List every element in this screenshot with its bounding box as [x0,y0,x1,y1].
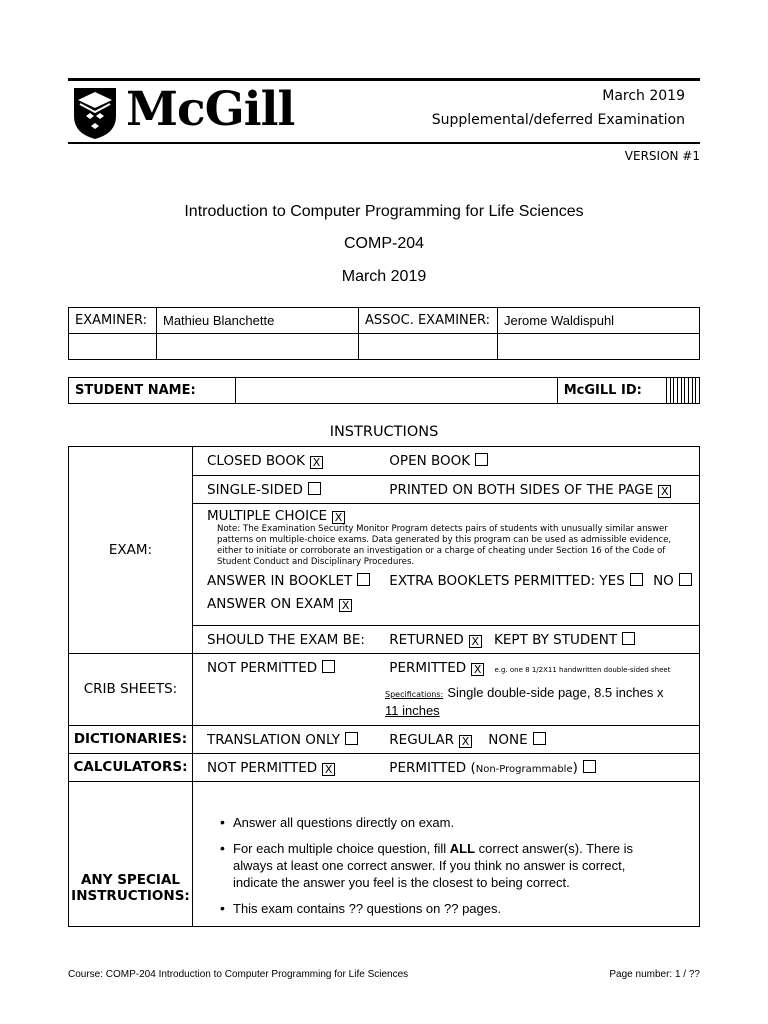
open-book-label: OPEN BOOK [389,453,471,469]
crib-not-permitted-label: NOT PERMITTED [207,659,318,676]
non-programmable-label: Non-Programmable [475,763,573,775]
kept-label: KEPT BY STUDENT [494,631,618,648]
none-checkbox[interactable] [533,732,546,745]
student-table [68,377,700,404]
printed-both-label: PRINTED ON BOTH SIDES OF THE PAGE [389,482,654,498]
header-top-rule [68,78,700,81]
title-date: March 2019 [341,268,427,285]
course-code: COMP-204 [343,235,425,252]
course-name: Introduction to Computer Programming for Life Sciences [184,203,584,220]
spec-label: Specifications: [385,689,444,699]
extra-booklets-label: EXTRA BOOKLETS PERMITTED: YES [389,573,625,589]
examiner-label: EXAMINER: [69,308,157,334]
answer-exam-checkbox[interactable]: X [339,599,352,612]
closed-book-label: CLOSED BOOK [207,453,306,469]
header-bottom-rule [68,142,700,144]
instructions-table [68,446,700,927]
student-name-label: STUDENT NAME: [69,378,236,404]
answer-exam-label: ANSWER ON EXAM [207,596,335,612]
mcgill-logo-text: McGill [126,82,295,137]
assoc-examiner-label: ASSOC. EXAMINER: [359,308,498,334]
calc-not-permitted-label: NOT PERMITTED [207,759,318,776]
crib-sheets-label: CRIB SHEETS: [69,653,193,725]
extra-no-label: NO [653,573,674,589]
examiner-value: Mathieu Blanchette [157,308,359,334]
open-book-checkbox[interactable] [475,453,488,466]
should-be-label: SHOULD THE EXAM BE: [207,631,365,648]
instructions-heading: INSTRUCTIONS [329,424,439,440]
id-digit-box[interactable] [696,378,700,404]
examiner-blank[interactable] [69,334,157,360]
special-label-line-1: ANY SPECIAL [80,871,181,888]
special-item: • For each multiple choice question, fill ALL correct answer(s). There is always at least one correct answer. If you think no answer is correct, indicate the answer you feel is the closest to being correct. [217,840,669,891]
answer-booklet-checkbox[interactable] [357,573,370,586]
exam-type: Supplemental/deferred Examination [431,112,685,128]
none-label: NONE [488,731,528,748]
mcgill-id-label: McGILL ID: [557,378,666,404]
footer-course: Course: COMP-204 Introduction to Computer Programming for Life Sciences [68,969,409,980]
translation-only-checkbox[interactable] [345,732,358,745]
answer-booklet-label: ANSWER IN BOOKLET [207,573,353,589]
crib-example: e.g. one 8 1/2X11 handwritten double-sided sheet [494,665,671,674]
special-item: • Answer all questions directly on exam. [217,814,669,831]
spec-value: Single double-side page, 8.5 inches x [447,684,664,700]
spec-value-line-2: 11 inches [385,702,440,718]
single-sided-checkbox[interactable] [308,482,321,495]
returned-checkbox[interactable]: X [469,635,482,648]
translation-only-label: TRANSLATION ONLY [207,731,340,748]
header-date: March 2019 [602,88,685,104]
examiner-blank[interactable] [359,334,498,360]
mc-note: Note: The Examination Security Monitor Program detects pairs of students with unusually similar answer patterns on multiple-choice exams. Data generated by this program can be used as admissible evidence, either to initiate or corroborate an investigation or a charge of cheating under Section 16 of the Code of Student Conduct and Disciplinary Procedures. [217,524,672,567]
student-name-field[interactable] [235,378,557,404]
calculators-label: CALCULATORS: [69,753,193,781]
printed-both-checkbox[interactable]: X [658,485,671,498]
examiner-table [68,307,700,360]
version-label: VERSION #1 [624,149,700,163]
calc-permitted-checkbox[interactable] [583,760,596,773]
calc-permitted-label: PERMITTED ( [389,759,476,776]
special-instructions-list [217,814,669,917]
assoc-examiner-value: Jerome Waldispuhl [498,308,700,334]
extra-yes-checkbox[interactable] [630,573,643,586]
footer-page-number: Page number: 1 / ?? [609,969,700,980]
special-label-line-2: INSTRUCTIONS: [71,887,190,904]
close-paren: ) [572,759,578,776]
calc-not-permitted-checkbox[interactable]: X [322,763,335,776]
returned-label: RETURNED [389,631,464,648]
crib-not-permitted-checkbox[interactable] [322,660,335,673]
crib-permitted-checkbox[interactable]: X [471,663,484,676]
examiner-blank[interactable] [157,334,359,360]
multiple-choice-checkbox[interactable]: X [332,511,345,524]
exam-label: EXAM: [69,447,193,654]
mcgill-crest-icon [72,86,118,140]
examiner-blank[interactable] [498,334,700,360]
kept-checkbox[interactable] [622,632,635,645]
dictionaries-label: DICTIONARIES: [69,725,193,753]
regular-label: REGULAR [389,731,454,748]
single-sided-label: SINGLE-SIDED [207,482,303,498]
extra-no-checkbox[interactable] [679,573,692,586]
closed-book-checkbox[interactable]: X [310,456,323,469]
multiple-choice-label: MULTIPLE CHOICE [207,508,328,524]
special-item: • This exam contains ?? questions on ?? pages. [217,900,669,917]
regular-checkbox[interactable]: X [459,735,472,748]
crib-permitted-label: PERMITTED [389,659,467,676]
